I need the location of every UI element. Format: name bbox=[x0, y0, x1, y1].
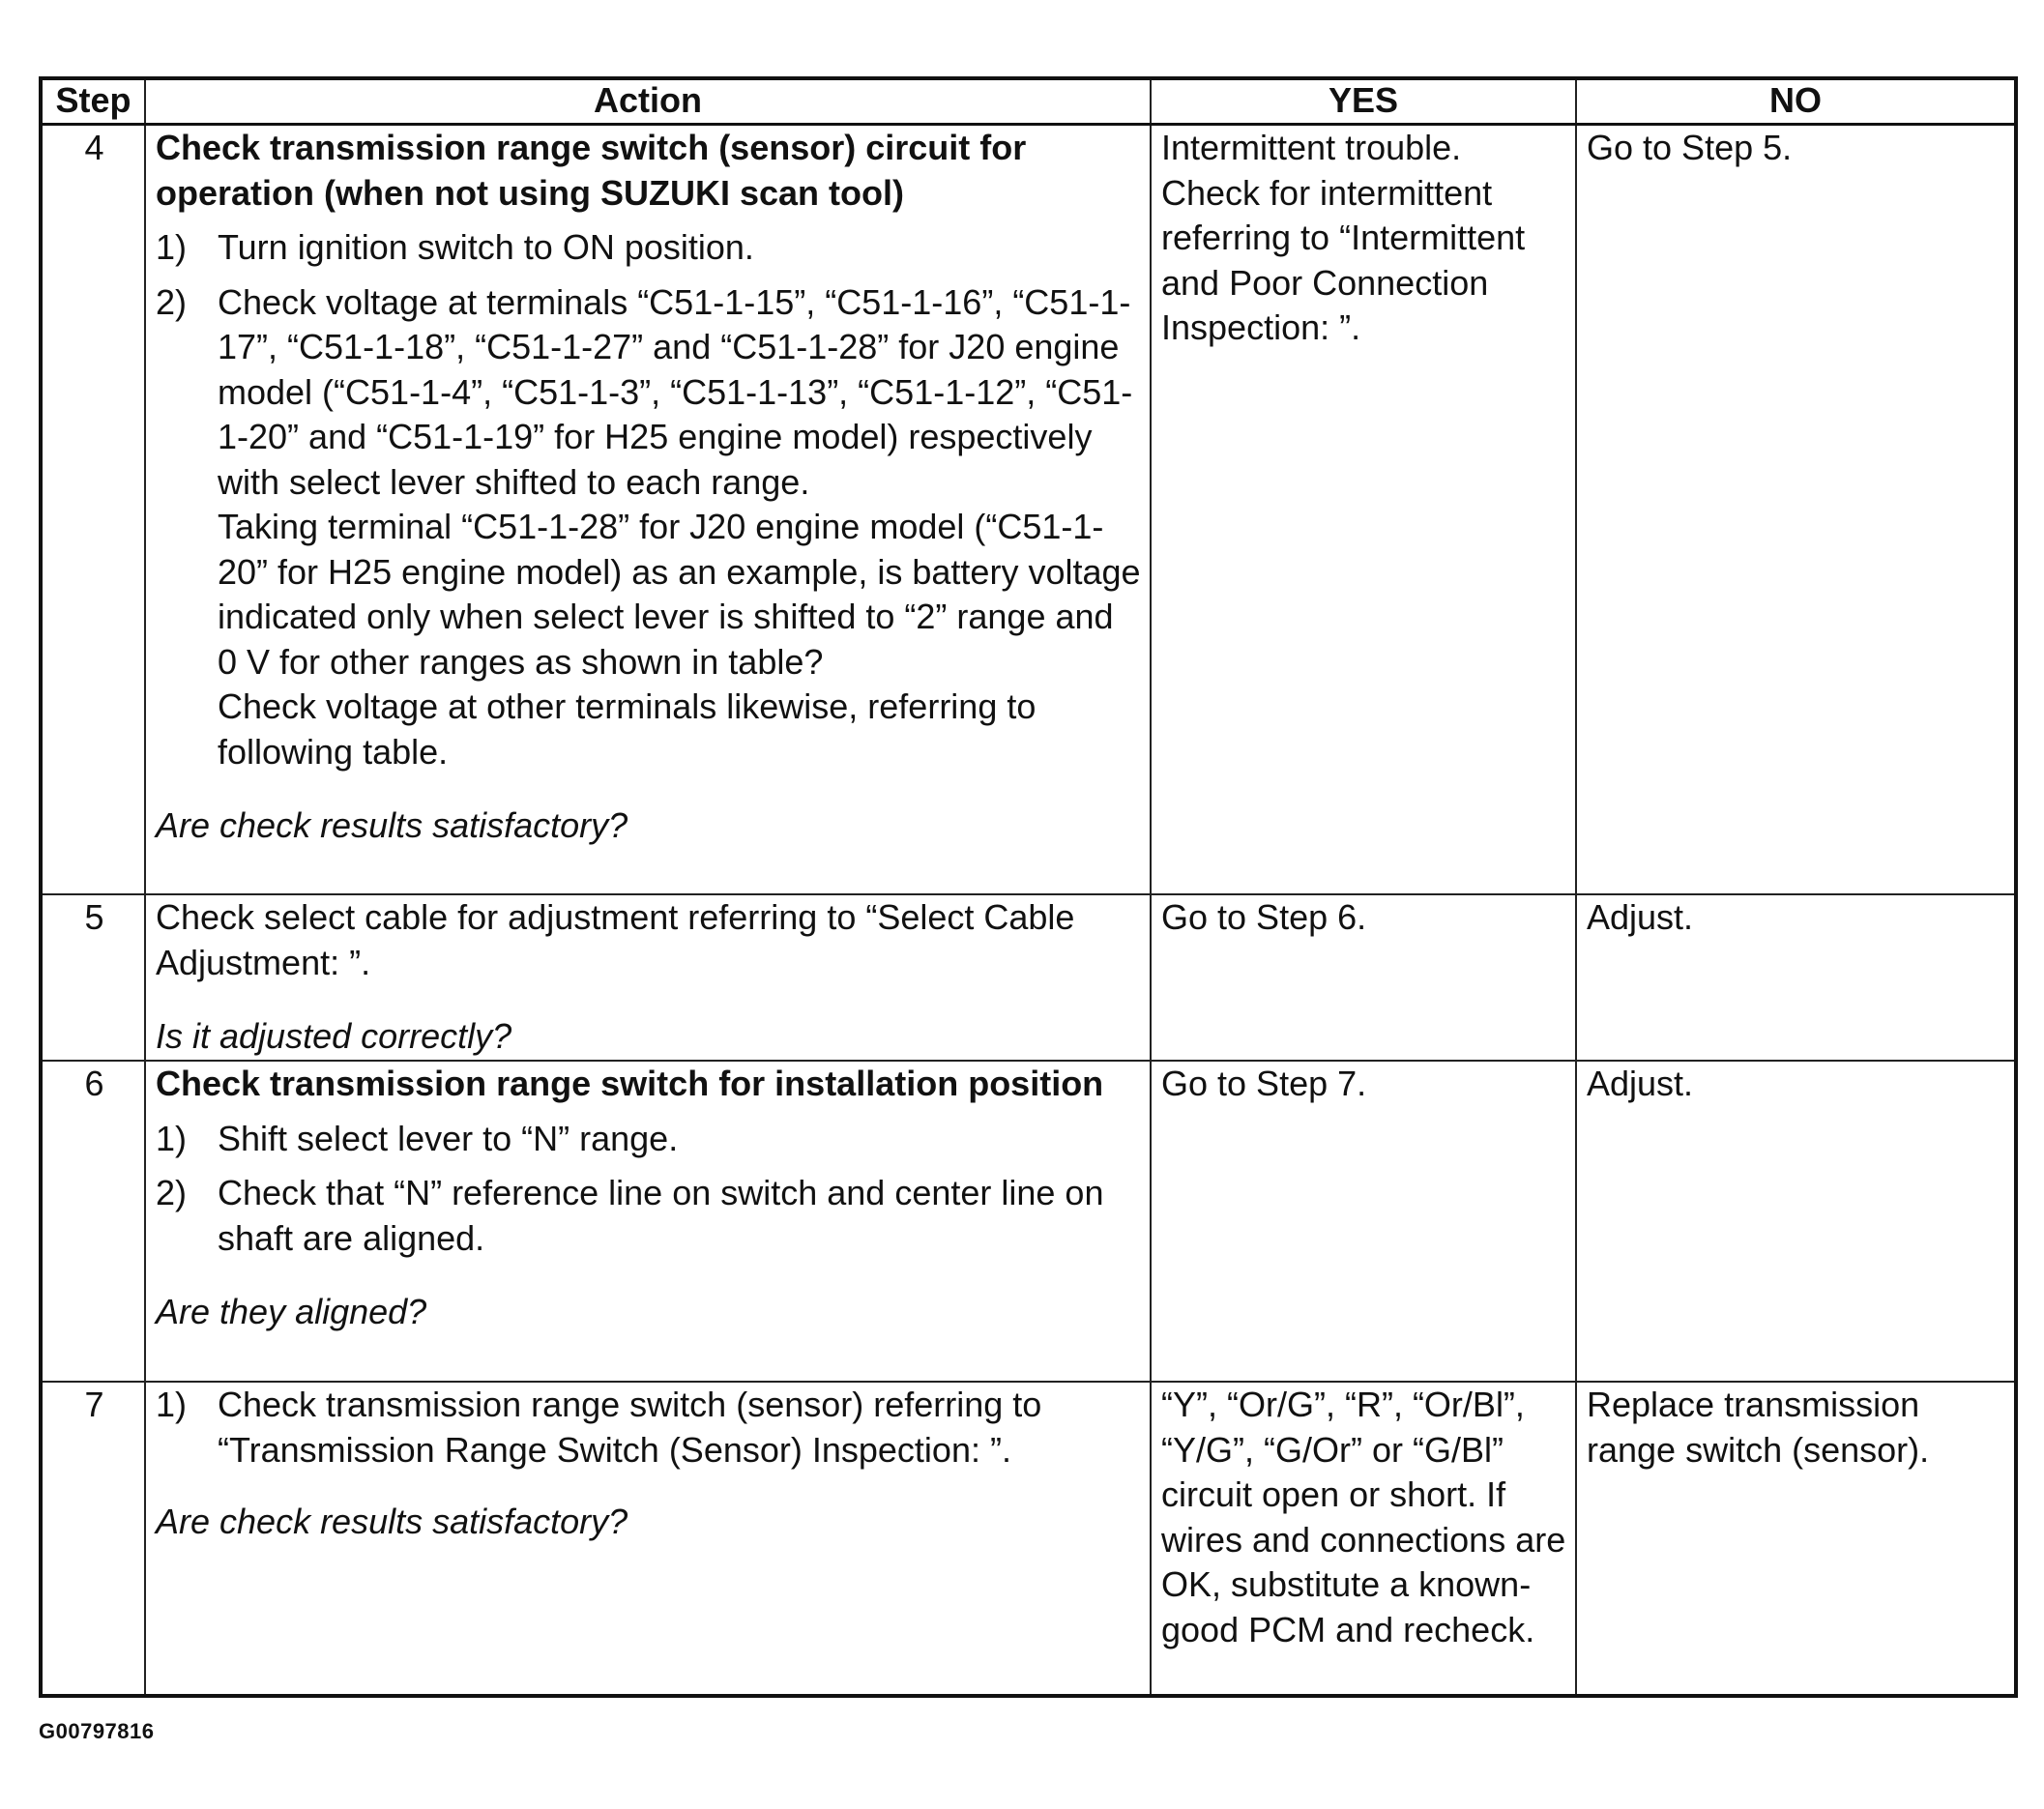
table-row-step-5 bbox=[41, 894, 2016, 1061]
action-question: Are check results satisfactory? bbox=[156, 805, 628, 845]
diagnostic-table bbox=[39, 76, 2018, 1698]
action-text: Check select cable for adjustment referring to “Select Cable Adjustment: ”. bbox=[156, 897, 1075, 982]
action-cell bbox=[145, 894, 1151, 1061]
substep-text-block bbox=[218, 280, 1142, 775]
substep-number: 1) bbox=[156, 227, 188, 267]
figure-id-caption: G00797816 bbox=[39, 1719, 155, 1743]
substep-text: Taking terminal “C51-1-28” for J20 engine model (“C51-1-20” for H25 engine model) as an example, is battery voltage indicated only when select lever is shifted to “2” range and 0 V for other ranges as shown in table? bbox=[218, 507, 1141, 682]
header-no: NO bbox=[1576, 78, 2016, 125]
no-cell: Adjust. bbox=[1576, 894, 2016, 1061]
table-header-row bbox=[41, 78, 2016, 125]
substep-2 bbox=[156, 280, 1142, 775]
step-number: 4 bbox=[41, 125, 145, 895]
yes-cell: Go to Step 7. bbox=[1151, 1061, 1576, 1382]
substep-number: 2) bbox=[156, 1173, 188, 1212]
header-step: Step bbox=[41, 78, 145, 125]
action-question: Are check results satisfactory? bbox=[156, 1502, 628, 1541]
substep-number: 1) bbox=[156, 1118, 188, 1158]
substep-text: Check that “N” reference line on switch and center line on shaft are aligned. bbox=[218, 1173, 1104, 1258]
header-yes: YES bbox=[1151, 78, 1576, 125]
substep-text: Check voltage at other terminals likewise, referring to following table. bbox=[218, 686, 1037, 772]
step-number: 5 bbox=[41, 894, 145, 1061]
substep-text: Shift select lever to “N” range. bbox=[218, 1118, 679, 1158]
yes-cell: Intermittent trouble. Check for intermittent referring to “Intermittent and Poor Connection Inspection: ”. bbox=[1151, 125, 1576, 895]
action-question: Are they aligned? bbox=[156, 1292, 427, 1331]
yes-cell: “Y”, “Or/G”, “R”, “Or/Bl”, “Y/G”, “G/Or” or “G/Bl” circuit open or short. If wires and connections are OK, substitute a known-good PCM and recheck. bbox=[1151, 1382, 1576, 1696]
substep-1 bbox=[156, 1383, 1142, 1473]
step-number: 7 bbox=[41, 1382, 145, 1696]
table-row-step-6 bbox=[41, 1061, 2016, 1382]
substep-2 bbox=[156, 1171, 1142, 1261]
table-row-step-7 bbox=[41, 1382, 2016, 1696]
action-title: Check transmission range switch for installation position bbox=[156, 1064, 1104, 1103]
substep-number: 1) bbox=[156, 1385, 188, 1424]
action-cell bbox=[145, 1382, 1151, 1696]
action-title: Check transmission range switch (sensor) circuit for operation (when not using SUZUKI scan tool) bbox=[156, 128, 1027, 213]
step-number: 6 bbox=[41, 1061, 145, 1382]
table-row-step-4 bbox=[41, 125, 2016, 895]
yes-cell: Go to Step 6. bbox=[1151, 894, 1576, 1061]
action-question: Is it adjusted correctly? bbox=[156, 1016, 512, 1056]
substep-text: Check transmission range switch (sensor) referring to “Transmission Range Switch (Sensor) Inspection: ”. bbox=[218, 1385, 1042, 1470]
header-action: Action bbox=[145, 78, 1151, 125]
no-cell: Adjust. bbox=[1576, 1061, 2016, 1382]
substep-text: Check voltage at terminals “C51-1-15”, “C51-1-16”, “C51-1-17”, “C51-1-18”, “C51-1-27” and “C51-1-28” for J20 engine model (“C51-1-4”, “C51-1-3”, “C51-1-13”, “C51-1-12”, “C51-1-20” and “C51-1-19” for H25 engine model) respectively with select lever shifted to each range. bbox=[218, 281, 1133, 502]
substep-text: Turn ignition switch to ON position. bbox=[218, 227, 754, 267]
no-cell: Go to Step 5. bbox=[1576, 125, 2016, 895]
substep-number: 2) bbox=[156, 281, 188, 322]
substep-1 bbox=[156, 1117, 1142, 1162]
action-cell bbox=[145, 1061, 1151, 1382]
action-cell bbox=[145, 125, 1151, 895]
no-cell: Replace transmission range switch (sensor). bbox=[1576, 1382, 2016, 1696]
substep-1 bbox=[156, 225, 1142, 271]
